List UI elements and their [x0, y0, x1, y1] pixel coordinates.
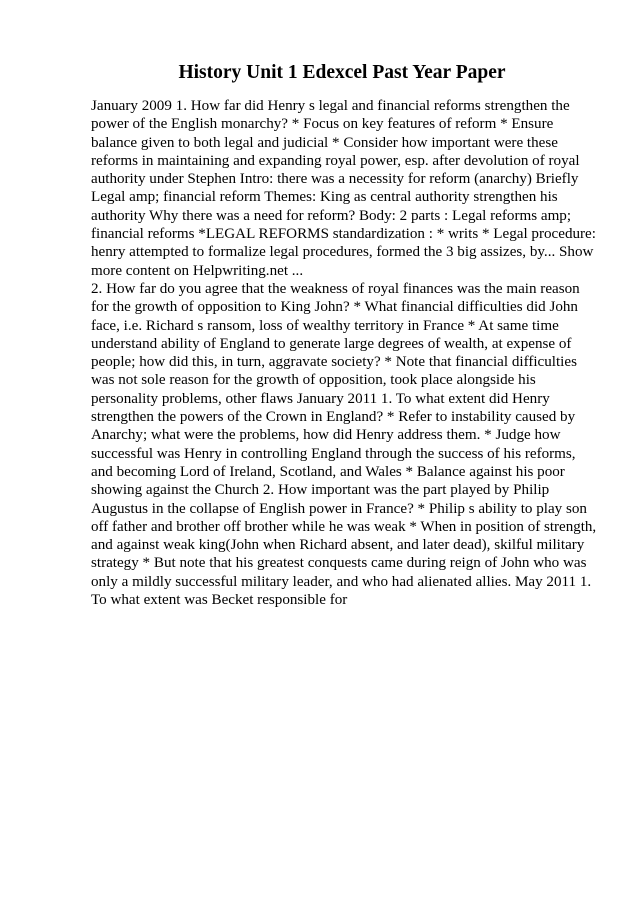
body-text-line: henry attempted to formalize legal procedures, formed the 3 big assizes, by... Show — [91, 244, 594, 261]
page-title: History Unit 1 Edexcel Past Year Paper — [178, 62, 506, 83]
body-text-line: and against weak king(John when Richard absent, and later dead), skilful military — [91, 537, 585, 554]
body-text-line: more content on Helpwriting.net ... — [91, 262, 304, 279]
body-text-line: reforms in maintaining and expanding royal power, esp. after devolution of royal — [91, 152, 580, 169]
body-text-line: Augustus in the collapse of English power in France? * Philip s ability to play son — [91, 500, 587, 517]
document-body — [91, 97, 596, 609]
body-text-line: and becoming Lord of Ireland, Scotland, and Wales * Balance against his poor — [91, 463, 565, 480]
body-text-line: strengthen the powers of the Crown in England? * Refer to instability caused by — [91, 409, 576, 426]
body-text-line: power of the English monarchy? * Focus on key features of reform * Ensure — [91, 116, 554, 133]
body-text-line: understand ability of England to generate large degrees of wealth, at expense of — [91, 335, 572, 352]
body-text-line: strategy * But note that his greatest conquests came during reign of John who was — [91, 555, 587, 572]
body-text-line: people; how did this, in turn, aggravate society? * Note that financial difficulties — [91, 354, 577, 371]
body-text-line: balance given to both legal and judicial * Consider how important were these — [91, 134, 558, 151]
body-text-line: authority under Stephen Intro: there was a necessity for reform (anarchy) Briefly — [91, 171, 579, 188]
body-text-line: financial reforms *LEGAL REFORMS standardization : * writs * Legal procedure: — [91, 226, 596, 243]
body-text-line: only a mildly successful military leader, and who had alienated allies. May 2011 1. — [91, 573, 592, 590]
body-text-line: successful was Henry in controlling England through the success of his reforms, — [91, 445, 576, 462]
body-text-line: Legal amp; financial reform Themes: King as central authority strengthen his — [91, 189, 558, 206]
body-text-line: was not sole reason for the growth of opposition, took place alongside his — [91, 372, 536, 389]
body-text-line: for the growth of opposition to King John? * What financial difficulties did John — [91, 299, 578, 316]
body-text-line: Anarchy; what were the problems, how did Henry address them. * Judge how — [91, 427, 561, 444]
body-text-line: showing against the Church 2. How important was the part played by Philip — [91, 482, 550, 499]
body-text-line: off father and brother off brother while he was weak * When in position of strength, — [91, 518, 597, 535]
body-text-line: To what extent was Becket responsible for — [91, 592, 348, 609]
body-text-line: January 2009 1. How far did Henry s legal and financial reforms strengthen the — [91, 98, 570, 114]
body-text-line: personality problems, other flaws January 2011 1. To what extent did Henry — [91, 390, 550, 407]
body-text-line: 2. How far do you agree that the weakness of royal finances was the main reason — [91, 280, 580, 297]
body-text-line: authority Why there was a need for reform? Body: 2 parts : Legal reforms amp; — [91, 207, 572, 224]
body-text-line: face, i.e. Richard s ransom, loss of wealthy territory in France * At same time — [91, 317, 559, 334]
